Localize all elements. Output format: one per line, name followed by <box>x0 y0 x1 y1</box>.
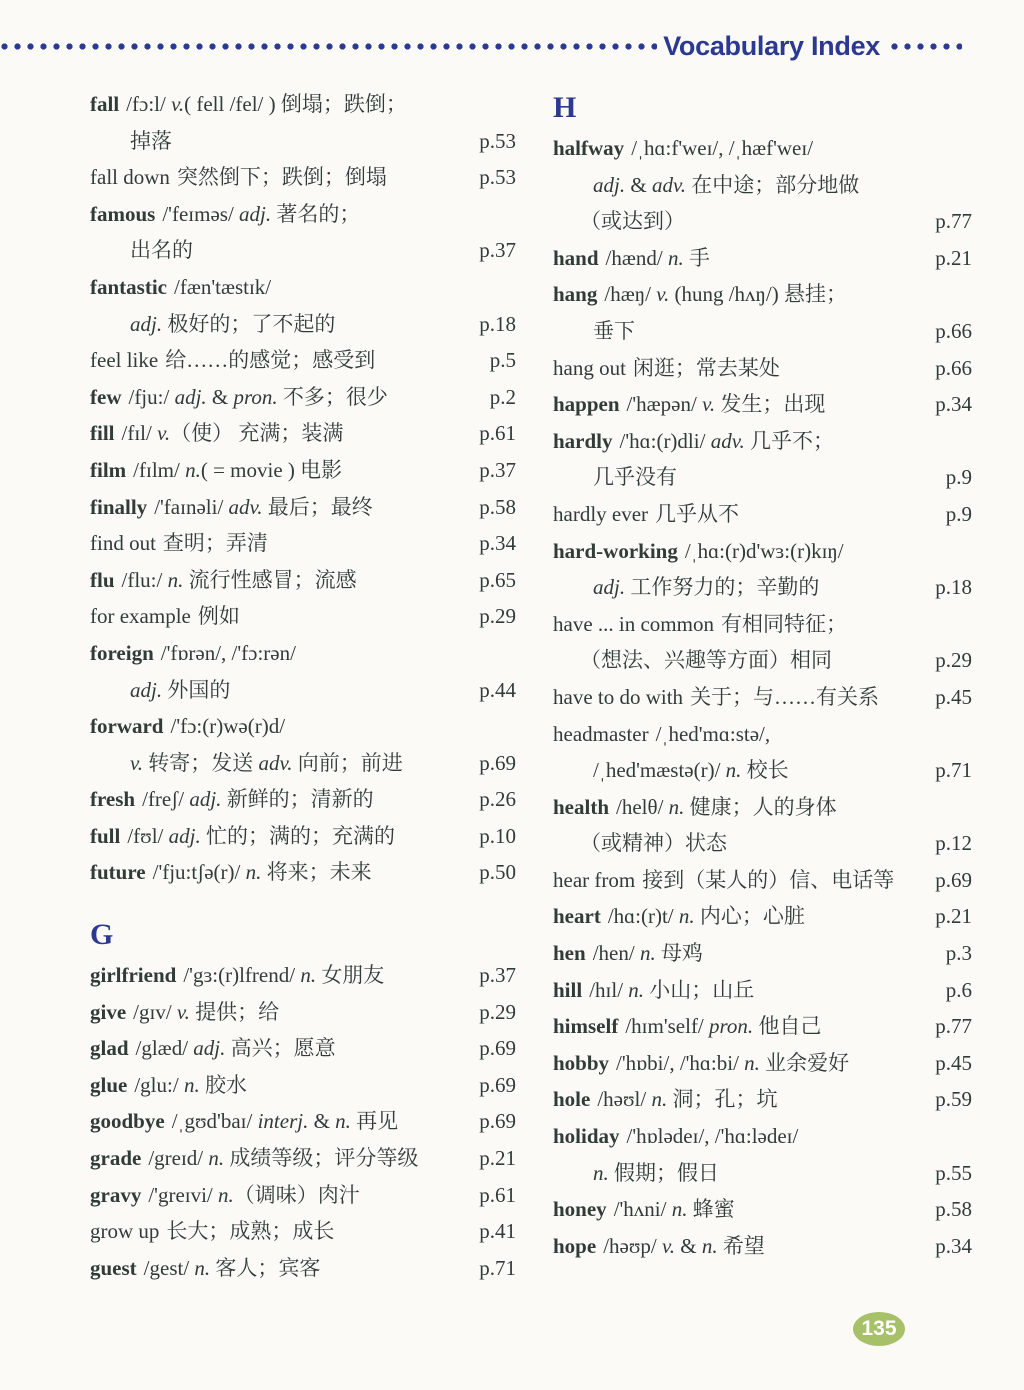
entry-text: /hæŋ/ v. (hung /hʌŋ/) 悬挂； <box>604 282 847 307</box>
index-entry-line <box>553 825 972 862</box>
entry-headword: fill <box>90 421 115 446</box>
index-entry-line <box>90 1213 516 1250</box>
entry-text: 几乎从不 <box>655 501 740 526</box>
entry-text: v. 转寄；发送 adv. 向前；前进 <box>130 750 403 775</box>
index-entry-line <box>90 818 516 855</box>
entry-headword: halfway <box>553 136 625 160</box>
entry-page-number: p.69 <box>479 1109 516 1134</box>
entry-headword: fall <box>90 92 120 116</box>
entry-text: /'gɜ:(r)lfrend/ n. 女朋友 <box>183 963 385 988</box>
index-entry-line <box>553 167 972 204</box>
entry-page-number: p.59 <box>935 1087 972 1112</box>
entry-text: 几乎没有 <box>593 465 677 490</box>
entry-text: 垂下 <box>593 318 635 343</box>
entry-headword: hear from <box>553 867 636 892</box>
entry-headword: hope <box>553 1233 597 1258</box>
entry-headword: hard-working <box>553 538 678 563</box>
section-heading-g: G <box>90 918 114 952</box>
entry-text: /'faɪnəli/ adv. 最后；最终 <box>154 494 373 519</box>
entry-text: adj. 外国的 <box>130 677 231 702</box>
index-entry-line <box>90 306 516 343</box>
page-title: Vocabulary Index <box>663 31 880 61</box>
index-entry-line <box>90 86 516 123</box>
entry-headword: happen <box>553 392 620 417</box>
entry-page-number: p.29 <box>479 604 516 629</box>
entry-page-number: p.44 <box>479 677 516 702</box>
entry-text: /flu:/ n. 流行性感冒；流感 <box>121 567 357 592</box>
entry-page-number: p.45 <box>935 684 972 709</box>
entry-headword: hang out <box>553 355 626 380</box>
entry-headword: flu <box>90 567 115 592</box>
index-entry-line <box>553 350 972 387</box>
entry-page-number: p.61 <box>479 421 516 446</box>
index-entry-line <box>553 898 972 935</box>
entry-headword: for example <box>90 604 191 629</box>
entry-headword: have ... in common <box>553 611 714 636</box>
entry-page-number: p.69 <box>479 1036 516 1061</box>
entry-headword: fantastic <box>90 274 167 299</box>
entry-page-number: p.55 <box>935 1160 972 1185</box>
header-dotted-line-right <box>890 42 962 51</box>
entry-page-number: p.9 <box>945 465 972 490</box>
entry-text: n. 假期；假日 <box>593 1160 719 1185</box>
index-entry-line <box>90 379 516 416</box>
index-entry-line <box>553 679 972 716</box>
entry-text: /'hʌni/ n. 蜂蜜 <box>613 1197 735 1222</box>
entry-text: adj. 极好的；了不起的 <box>130 311 336 336</box>
index-entry-line <box>553 533 972 570</box>
index-entry-line <box>90 635 516 672</box>
index-entry-line <box>553 935 972 972</box>
entry-text: 闲逛；常去某处 <box>632 355 780 380</box>
index-entry-line <box>553 862 972 899</box>
entry-text: /'greɪvi/ n.（调味）肉汁 <box>148 1182 360 1207</box>
entry-headword: have to do with <box>553 684 684 709</box>
entry-page-number: p.34 <box>935 392 972 417</box>
index-entry-line <box>90 708 516 745</box>
index-entry-line <box>90 269 516 306</box>
index-entry-line <box>553 972 972 1009</box>
entry-text: /hɪm'self/ pron. 他自己 <box>625 1014 822 1039</box>
entry-headword: girlfriend <box>90 963 177 988</box>
entry-text: /fɪlm/ n.( = movie ) 电影 <box>133 457 343 482</box>
entry-text: adj. 工作努力的；辛勤的 <box>593 575 820 600</box>
index-entry-line <box>90 1140 516 1177</box>
entry-page-number: p.5 <box>489 348 516 373</box>
entry-page-number: p.9 <box>945 501 972 526</box>
index-entry-line <box>553 1191 972 1228</box>
entry-headword: heart <box>553 904 601 929</box>
index-entry-line <box>553 276 972 313</box>
index-entry-line <box>90 854 516 891</box>
entry-headword: guest <box>90 1255 137 1280</box>
entry-headword: grow up <box>90 1219 160 1244</box>
entry-headword: holiday <box>553 1124 620 1149</box>
index-entry-line <box>553 716 972 753</box>
entry-page-number: p.53 <box>479 128 516 153</box>
entry-page-number: p.37 <box>479 963 516 988</box>
index-entry-line <box>553 386 972 423</box>
index-entry-line <box>90 342 516 379</box>
entry-headword: full <box>90 823 121 848</box>
index-entry-line <box>553 1081 972 1118</box>
entry-page-number: p.6 <box>945 977 972 1002</box>
index-entry-line <box>553 642 972 679</box>
entry-text: /'hɑ:(r)dli/ adv. 几乎不； <box>619 428 834 453</box>
entry-page-number: p.37 <box>479 457 516 482</box>
index-entry-line <box>553 313 972 350</box>
entry-text: /ˌhɑ:(r)d'wɜ:(r)kɪŋ/ <box>684 538 844 563</box>
entry-page-number: p.18 <box>479 311 516 336</box>
page-number-badge: 135 <box>853 1312 905 1346</box>
entry-headword: give <box>90 999 127 1024</box>
entry-headword: hand <box>553 245 599 270</box>
entry-headword: hobby <box>553 1050 610 1075</box>
entry-page-number: p.65 <box>479 567 516 592</box>
entry-text: （或精神）状态 <box>580 831 727 856</box>
entry-text: /gɪv/ v. 提供；给 <box>133 999 280 1024</box>
entry-headword: grade <box>90 1146 142 1171</box>
index-entry-line <box>553 606 972 643</box>
entry-text: /gest/ n. 客人；宾客 <box>143 1255 321 1280</box>
entry-headword: glad <box>90 1036 129 1061</box>
index-entry-line <box>90 159 516 196</box>
index-entry-line <box>553 752 972 789</box>
entry-page-number: p.53 <box>479 165 516 190</box>
entry-text: 长大；成熟；成长 <box>166 1219 335 1244</box>
index-entry-line <box>90 1067 516 1104</box>
index-entry-line <box>553 459 972 496</box>
index-entry-line <box>553 496 972 533</box>
entry-text: /ˌhed'mæstə(r)/ n. 校长 <box>593 758 789 783</box>
entry-page-number: p.50 <box>479 860 516 885</box>
entry-text: （或达到） <box>580 209 685 234</box>
entry-text: /glu:/ n. 胶水 <box>134 1072 247 1097</box>
index-entry-line <box>90 232 516 269</box>
entry-headword: fall down <box>90 165 170 190</box>
entry-text: /greɪd/ n. 成绩等级；评分等级 <box>148 1146 419 1171</box>
index-entry-line <box>553 203 972 240</box>
entry-headword: famous <box>90 201 156 226</box>
entry-text: /fæn'tæstɪk/ <box>174 274 272 299</box>
index-entry-line <box>553 130 972 167</box>
entry-page-number: p.3 <box>945 941 972 966</box>
entry-text: 有相同特征； <box>720 611 847 636</box>
entry-page-number: p.69 <box>479 1072 516 1097</box>
entry-text: 接到（某人的）信、电话等 <box>642 867 895 892</box>
entry-headword: gravy <box>90 1182 142 1207</box>
entry-page-number: p.69 <box>935 867 972 892</box>
entry-text: /fɔ:l/ v.( fell /fel/ ) 倒塌；跌倒； <box>126 92 407 116</box>
entry-headword: hardly ever <box>553 501 649 526</box>
entry-headword: goodbye <box>90 1109 165 1134</box>
index-entry-line <box>90 415 516 452</box>
entry-headword: glue <box>90 1072 128 1097</box>
index-entry-line <box>90 123 516 160</box>
entry-text: adj. & adv. 在中途；部分地做 <box>593 172 860 197</box>
entry-text: /hɑ:(r)t/ n. 内心；心脏 <box>607 904 805 929</box>
entry-text: /freʃ/ adj. 新鲜的；清新的 <box>142 787 374 812</box>
entry-headword: foreign <box>90 640 154 665</box>
entry-headword: honey <box>553 1197 607 1222</box>
entry-page-number: p.69 <box>479 750 516 775</box>
index-entry-line <box>90 1030 516 1067</box>
entry-text: /'hæpən/ v. 发生；出现 <box>626 392 826 417</box>
entry-text: 查明；弄清 <box>162 531 268 556</box>
entry-page-number: p.21 <box>935 904 972 929</box>
entry-page-number: p.71 <box>935 758 972 783</box>
entry-headword: feel like <box>90 348 159 373</box>
index-entry-line <box>553 1228 972 1265</box>
section-heading-h: H <box>553 91 577 124</box>
entry-text: 突然倒下；跌倒；倒塌 <box>176 165 387 190</box>
entry-page-number: p.12 <box>935 831 972 856</box>
entry-text: /fʊl/ adj. 忙的；满的；充满的 <box>127 823 395 848</box>
index-entry-line <box>90 1103 516 1140</box>
entry-text: /ˌhed'mɑ:stə/, <box>655 721 771 746</box>
entry-text: 出名的 <box>130 238 193 263</box>
entry-headword: hardly <box>553 428 613 453</box>
index-entry-line <box>90 1177 516 1214</box>
entry-headword: fresh <box>90 787 136 812</box>
entry-headword: forward <box>90 714 164 739</box>
entry-headword: hill <box>553 977 583 1002</box>
entry-text: 例如 <box>197 604 240 629</box>
entry-page-number: p.29 <box>935 648 972 673</box>
entry-headword: hen <box>553 941 586 966</box>
entry-text: /ˌhɑ:f'weɪ/, /ˌhæf'weɪ/ <box>631 136 814 160</box>
entry-page-number: p.34 <box>935 1233 972 1258</box>
entry-headword: headmaster <box>553 721 649 746</box>
entry-text: /fɪl/ v.（使） 充满；装满 <box>121 421 344 446</box>
index-entry-line <box>90 781 516 818</box>
entry-page-number: p.29 <box>479 999 516 1024</box>
index-entry-line <box>553 1118 972 1155</box>
index-entry-line <box>553 240 972 277</box>
entry-text: /fju:/ adj. & pron. 不多；很少 <box>128 384 388 409</box>
index-entry-line <box>553 569 972 606</box>
index-entry-line <box>90 1250 516 1287</box>
entry-headword: health <box>553 794 610 819</box>
entry-headword: future <box>90 860 146 885</box>
entry-text: /həʊp/ v. & n. 希望 <box>603 1233 765 1258</box>
index-entry-line <box>90 196 516 233</box>
entry-text: /hænd/ n. 手 <box>605 245 710 270</box>
entry-page-number: p.58 <box>479 494 516 519</box>
index-entry-line <box>90 994 516 1031</box>
entry-page-number: p.10 <box>479 823 516 848</box>
index-entry-line <box>553 1045 972 1082</box>
entry-page-number: p.58 <box>935 1197 972 1222</box>
entry-headword: find out <box>90 531 156 556</box>
index-entry-line <box>90 562 516 599</box>
index-entry-line <box>90 452 516 489</box>
entry-page-number: p.77 <box>935 1014 972 1039</box>
index-entry-line <box>90 745 516 782</box>
entry-headword: few <box>90 384 122 409</box>
entry-headword: finally <box>90 494 148 519</box>
entry-page-number: p.61 <box>479 1182 516 1207</box>
entry-text: （想法、兴趣等方面）相同 <box>580 648 832 673</box>
entry-page-number: p.34 <box>479 531 516 556</box>
entry-text: /'fɔ:(r)wə(r)d/ <box>170 714 286 739</box>
entry-page-number: p.77 <box>935 209 972 234</box>
entry-page-number: p.2 <box>489 384 516 409</box>
entry-headword: hang <box>553 282 598 307</box>
entry-text: /glæd/ adj. 高兴；愿意 <box>135 1036 336 1061</box>
entry-text: /'fju:tʃə(r)/ n. 将来；未来 <box>152 860 372 885</box>
entry-page-number: p.66 <box>935 318 972 343</box>
entry-text: 掉落 <box>130 128 172 153</box>
entry-page-number: p.66 <box>935 355 972 380</box>
entry-page-number: p.45 <box>935 1050 972 1075</box>
entry-page-number: p.26 <box>479 787 516 812</box>
entry-text: /ˌgʊd'baɪ/ interj. & n. 再见 <box>171 1109 399 1134</box>
entry-page-number: p.21 <box>479 1146 516 1171</box>
vocab-column-right <box>553 86 972 1264</box>
entry-text: 关于；与……有关系 <box>690 684 880 709</box>
entry-text: /'hɒlədeɪ/, /'hɑ:lədeɪ/ <box>626 1124 799 1149</box>
index-entry-line <box>553 1155 972 1192</box>
index-entry-line <box>553 1008 972 1045</box>
entry-text: /'feɪməs/ adj. 著名的； <box>162 201 361 226</box>
page-header <box>0 31 1024 62</box>
index-entry-line <box>90 957 516 994</box>
index-entry-line <box>90 489 516 526</box>
entry-text: /'fɒrən/, /'fɔ:rən/ <box>160 640 296 665</box>
entry-headword: film <box>90 457 127 482</box>
index-entry-line <box>90 672 516 709</box>
entry-text: /'hɒbi/, /'hɑ:bi/ n. 业余爱好 <box>616 1050 850 1075</box>
index-entry-line <box>90 525 516 562</box>
entry-text: /həʊl/ n. 洞；孔；坑 <box>597 1087 778 1112</box>
entry-page-number: p.71 <box>479 1255 516 1280</box>
vocab-column-left <box>90 86 516 1286</box>
entry-text: /hen/ n. 母鸡 <box>592 941 703 966</box>
entry-text: 给……的感觉；感受到 <box>165 348 376 373</box>
entry-headword: himself <box>553 1014 619 1039</box>
index-entry-line <box>553 423 972 460</box>
entry-page-number: p.21 <box>935 245 972 270</box>
entry-text: /hɪl/ n. 小山；山丘 <box>589 977 755 1002</box>
index-entry-line <box>90 598 516 635</box>
entry-page-number: p.37 <box>479 238 516 263</box>
entry-page-number: p.41 <box>479 1219 516 1244</box>
entry-headword: hole <box>553 1087 591 1112</box>
header-dotted-line <box>0 42 657 51</box>
index-entry-line <box>553 789 972 826</box>
entry-text: /helθ/ n. 健康；人的身体 <box>616 794 837 819</box>
entry-page-number: p.18 <box>935 575 972 600</box>
